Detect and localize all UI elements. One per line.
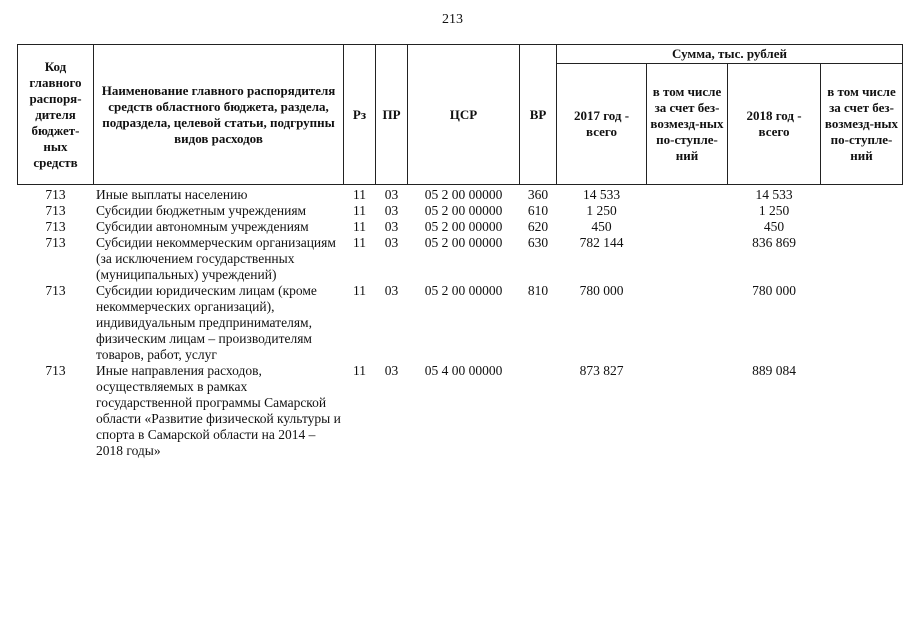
cell-free-2018 [821,219,903,235]
table-row [18,363,903,459]
cell-name: Субсидии автономным учреждениям [96,219,309,234]
cell-vr: 810 [527,283,549,298]
cell-vr: 630 [527,235,549,250]
cell-free-2018 [821,203,903,219]
header-pr: ПР [376,45,408,185]
cell-free-2017 [647,185,728,204]
header-sum-2018: 2018 год - всего [728,64,821,185]
cell-pr: 03 [384,187,399,202]
cell-sum-2017: 780 000 [579,283,624,298]
cell-vr: 610 [527,203,549,218]
cell-csr: 05 2 00 00000 [424,203,503,218]
cell-name: Субсидии некоммерческим организациям (за исключением государственных (муниципальных) учреждений) [96,235,336,282]
cell-free-2017 [647,363,728,459]
cell-code: 713 [45,363,66,378]
cell-csr: 05 2 00 00000 [424,187,503,202]
cell-code: 713 [45,283,66,298]
cell-code: 713 [45,203,66,218]
cell-name: Иные направления расходов, осуществляемых в рамках государственной программы Самарской области «Развитие физической культуры и спорта в Самарской области на 2014 – 2018 годы» [96,363,341,458]
cell-sum-2017: 1 250 [586,203,617,218]
cell-vr [520,363,557,459]
cell-free-2017 [647,203,728,219]
cell-sum-2017: 873 827 [579,363,624,378]
cell-code: 713 [45,219,66,234]
cell-csr: 05 4 00 00000 [424,363,503,378]
cell-pr: 03 [384,363,399,378]
cell-sum-2018: 450 [763,219,785,234]
table-header [18,45,903,185]
cell-sum-2017: 450 [591,219,612,234]
table-row [18,219,903,235]
table-row [18,283,903,363]
cell-sum-2018: 780 000 [752,283,796,298]
cell-sum-2018: 889 084 [752,363,796,378]
header-name: Наименование главного распорядителя средств областного бюджета, раздела, подраздела, целевой статьи, подгрупны видов расходов [94,45,344,185]
header-sum-2017: 2017 год - всего [557,64,647,185]
budget-table [17,44,903,459]
header-rz: Рз [344,45,376,185]
cell-free-2018 [821,283,903,363]
table-row [18,235,903,283]
cell-vr: 360 [527,187,549,202]
header-free-2018: в том числе за счет без-возмезд-ных по-ступле-ний [821,64,903,185]
header-csr: ЦСР [408,45,520,185]
cell-sum-2018: 1 250 [758,203,790,218]
cell-pr: 03 [384,219,399,234]
cell-sum-2017: 14 533 [582,187,621,202]
cell-free-2017 [647,283,728,363]
cell-sum-2018: 14 533 [755,187,793,202]
cell-rz: 11 [353,203,366,218]
table-body [18,185,903,460]
cell-free-2018 [821,363,903,459]
cell-rz: 11 [353,235,366,250]
cell-csr: 05 2 00 00000 [424,283,503,298]
header-vr: ВР [520,45,557,185]
cell-vr: 620 [527,219,549,234]
cell-pr: 03 [384,283,399,298]
cell-pr: 03 [384,235,399,250]
header-code: Код главного распоря-дителя бюджет-ных средств [18,45,94,185]
cell-code: 713 [45,235,66,250]
cell-sum-2018: 836 869 [752,235,796,250]
cell-pr: 03 [384,203,399,218]
header-sum-group: Сумма, тыс. рублей [557,45,903,64]
cell-free-2017 [647,219,728,235]
cell-name: Иные выплаты населению [96,187,248,202]
table-row [18,185,903,204]
cell-rz: 11 [353,187,366,202]
cell-free-2018 [821,235,903,283]
cell-free-2017 [647,235,728,283]
cell-sum-2017: 782 144 [579,235,624,250]
cell-csr: 05 2 00 00000 [424,235,503,250]
cell-name: Субсидии бюджетным учреждениям [96,203,307,218]
cell-rz: 11 [353,219,366,234]
page-number: 213 [442,12,463,27]
header-free-2017: в том числе за счет без-возмезд-ных по-ступле-ний [647,64,728,185]
cell-rz: 11 [353,363,366,378]
cell-code: 713 [45,187,66,202]
cell-free-2018 [821,185,903,204]
cell-csr: 05 2 00 00000 [424,219,503,234]
table-row [18,203,903,219]
cell-name: Субсидии юридическим лицам (кроме некоммерческих организаций), индивидуальным предпринимателям, физическим лицам – производителям товаров, работ, услуг [96,283,317,362]
cell-rz: 11 [353,283,366,298]
